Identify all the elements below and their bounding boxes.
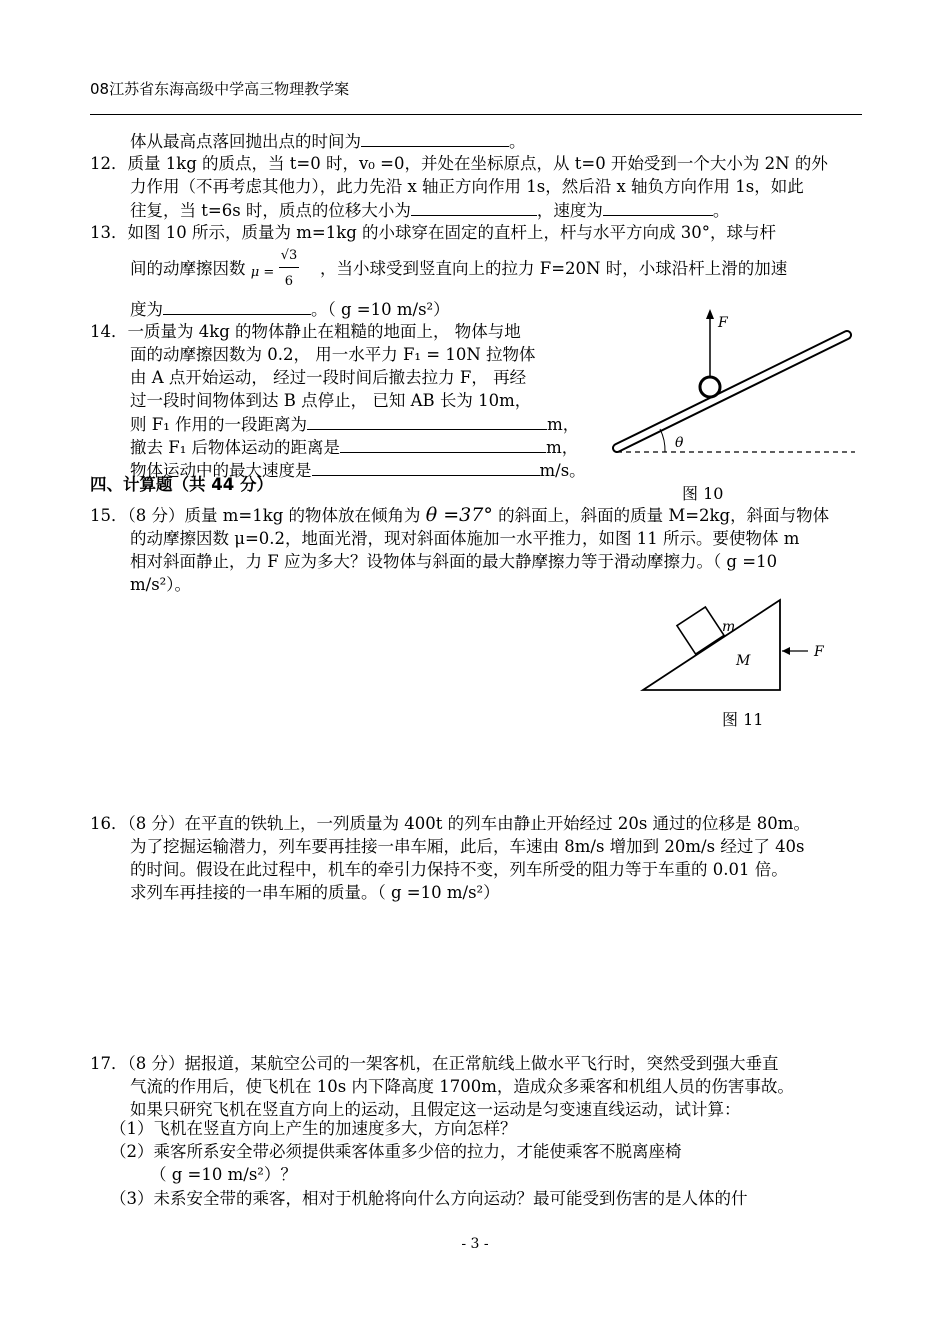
q13-text: ，当小球受到竖直向上的拉力 F=20N 时，小球沿杆上滑的加速 xyxy=(320,259,788,278)
mu-symbol: μ = xyxy=(250,264,275,280)
mu-formula xyxy=(250,247,315,289)
arrow-head xyxy=(706,309,714,319)
angle-arc xyxy=(660,429,665,452)
q15-line2: 的动摩擦因数 μ=0.2，地面光滑，现对斜面体施加一水平推力，如图 11 所示。要使物体 m xyxy=(130,529,800,548)
arrow-head xyxy=(782,647,790,655)
answer-blank xyxy=(340,436,546,453)
answer-blank xyxy=(307,413,547,430)
q12-text: ，速度为 xyxy=(536,201,603,220)
page-number: - 3 - xyxy=(461,1236,489,1252)
q12-line2: 力作用（不再考虑其他力），此力先沿 x 轴正方向作用 1s，然后沿 x 轴负方向作用 1s，如此 xyxy=(130,177,804,196)
q13-text: 。（ g =10 m/s²） xyxy=(311,300,450,319)
q12-line3 xyxy=(130,199,729,222)
big-mass-label: M xyxy=(736,653,751,669)
q15-line4: m/s²）。 xyxy=(130,575,192,594)
figure-11-diagram xyxy=(640,595,850,695)
q12-text: 往复，当 t=6s 时，质点的位移大小为 xyxy=(130,201,411,220)
figure-11-caption: 图 11 xyxy=(722,710,764,729)
q17-line1: 17．（8 分）据报道，某航空公司的一架客机，在正常航线上做水平飞行时，突然受到强大垂直 xyxy=(90,1054,779,1073)
q14-line2: 面的动摩擦因数为 0.2， 用一水平力 F₁ = 10N 拉物体 xyxy=(130,345,536,364)
q13-line3 xyxy=(130,298,450,321)
theta-formula: θ =37° xyxy=(425,504,493,526)
fraction-bar xyxy=(279,267,299,268)
q14-text: 撤去 F₁ 后物体运动的距离是 xyxy=(130,438,341,457)
rod-inner xyxy=(617,335,847,448)
q11-tail xyxy=(130,130,526,153)
q15-line3: 相对斜面静止，力 F 应为多大？设物体与斜面的最大静摩擦力等于滑动摩擦力。（ g =10 xyxy=(130,552,778,571)
section-heading: 四、计算题（共 44 分） xyxy=(90,475,273,494)
q14-line4: 过一段时间物体到达 B 点停止， 已知 AB 长为 10m， xyxy=(130,391,532,410)
document-header: 08江苏省东海高级中学高三物理教学案 xyxy=(90,80,350,98)
q17-line2: 气流的作用后，使飞机在 10s 内下降高度 1700m，造成众多乘客和机组人员的伤害事故。 xyxy=(130,1077,794,1096)
q16-line4: 求列车再挂接的一串车厢的质量。（ g =10 m/s²） xyxy=(130,883,500,902)
q11-end: 。 xyxy=(509,132,526,151)
denominator: 6 xyxy=(284,273,294,289)
q16-line1: 16．（8 分）在平直的铁轨上，一列质量为 400t 的列车由静止开始经过 20s 通过的位移是 80m。 xyxy=(90,814,810,833)
q12-end: 。 xyxy=(712,201,730,220)
angle-label: θ xyxy=(675,435,684,451)
header-rule xyxy=(90,114,862,115)
q14-text: m， xyxy=(546,438,579,457)
answer-blank xyxy=(411,199,537,216)
q16-line2: 为了挖掘运输潜力，列车要再挂接一串车厢，此后，车速由 8m/s 增加到 20m/s 经过了 40s xyxy=(130,837,805,856)
q14-text: 则 F₁ 作用的一段距离为 xyxy=(130,415,308,434)
numerator: √3 xyxy=(280,247,298,263)
q15-text: 15．（8 分）质量 m=1kg 的物体放在倾角为 xyxy=(90,506,421,525)
q17-part1: （1）飞机在竖直方向上产生的加速度多大，方向怎样？ xyxy=(110,1119,517,1138)
q14-line6 xyxy=(130,436,578,459)
q14-line3: 由 A 点开始运动， 经过一段时间后撤去拉力 F， 再经 xyxy=(130,368,527,387)
force-label: F xyxy=(718,315,728,331)
q14-line1: 14．一质量为 4kg 的物体静止在粗糙的地面上， 物体与地 xyxy=(90,322,521,341)
q13-line1: 13．如图 10 所示，质量为 m=1kg 的小球穿在固定的直杆上，杆与水平方向成 30°，球与杆 xyxy=(90,223,776,242)
force-label: F xyxy=(814,644,824,660)
answer-blank xyxy=(361,130,509,147)
q17-part2: （2）乘客所系安全带必须提供乘客体重多少倍的拉力，才能使乘客不脱离座椅 xyxy=(110,1142,682,1161)
q17-part3: （3）未系安全带的乘客，相对于机舱将向什么方向运动？最可能受到伤害的是人体的什 xyxy=(110,1189,748,1208)
q14-text: m/s。 xyxy=(539,461,586,480)
answer-blank xyxy=(163,298,311,315)
q14-text: 物体运动中的最大速度是 xyxy=(130,461,312,480)
q14-line5 xyxy=(130,413,579,436)
incline-block xyxy=(643,600,780,690)
q11-text: 体从最高点落回抛出点的时间为 xyxy=(130,132,361,151)
answer-blank xyxy=(312,459,540,476)
q15-line1 xyxy=(90,504,829,527)
figure-10-diagram xyxy=(605,305,865,465)
figure-10-caption: 图 10 xyxy=(682,484,724,503)
q12-line1: 12．质量 1kg 的质点，当 t=0 时，v₀ =0，并处在坐标原点，从 t=0 开始受到一个大小为 2N 的外 xyxy=(90,154,828,173)
q14-text: m， xyxy=(547,415,580,434)
small-mass-label: m xyxy=(722,619,736,635)
q16-line3: 的时间。假设在此过程中，机车的牵引力保持不变，列车所受的阻力等于车重的 0.01 倍。 xyxy=(130,860,788,879)
answer-blank xyxy=(603,199,713,216)
q13-line2 xyxy=(130,247,788,289)
q15-text: 的斜面上，斜面的质量 M=2kg，斜面与物体 xyxy=(498,506,830,525)
ball xyxy=(700,377,720,397)
q13-text: 度为 xyxy=(130,300,163,319)
q17-line3: 如果只研究飞机在竖直方向上的运动，且假定这一运动是匀变速直线运动，试计算： xyxy=(130,1100,741,1119)
q13-text: 间的动摩擦因数 xyxy=(130,259,246,278)
q17-part2-tail: （ g =10 m/s²）？ xyxy=(150,1165,297,1184)
